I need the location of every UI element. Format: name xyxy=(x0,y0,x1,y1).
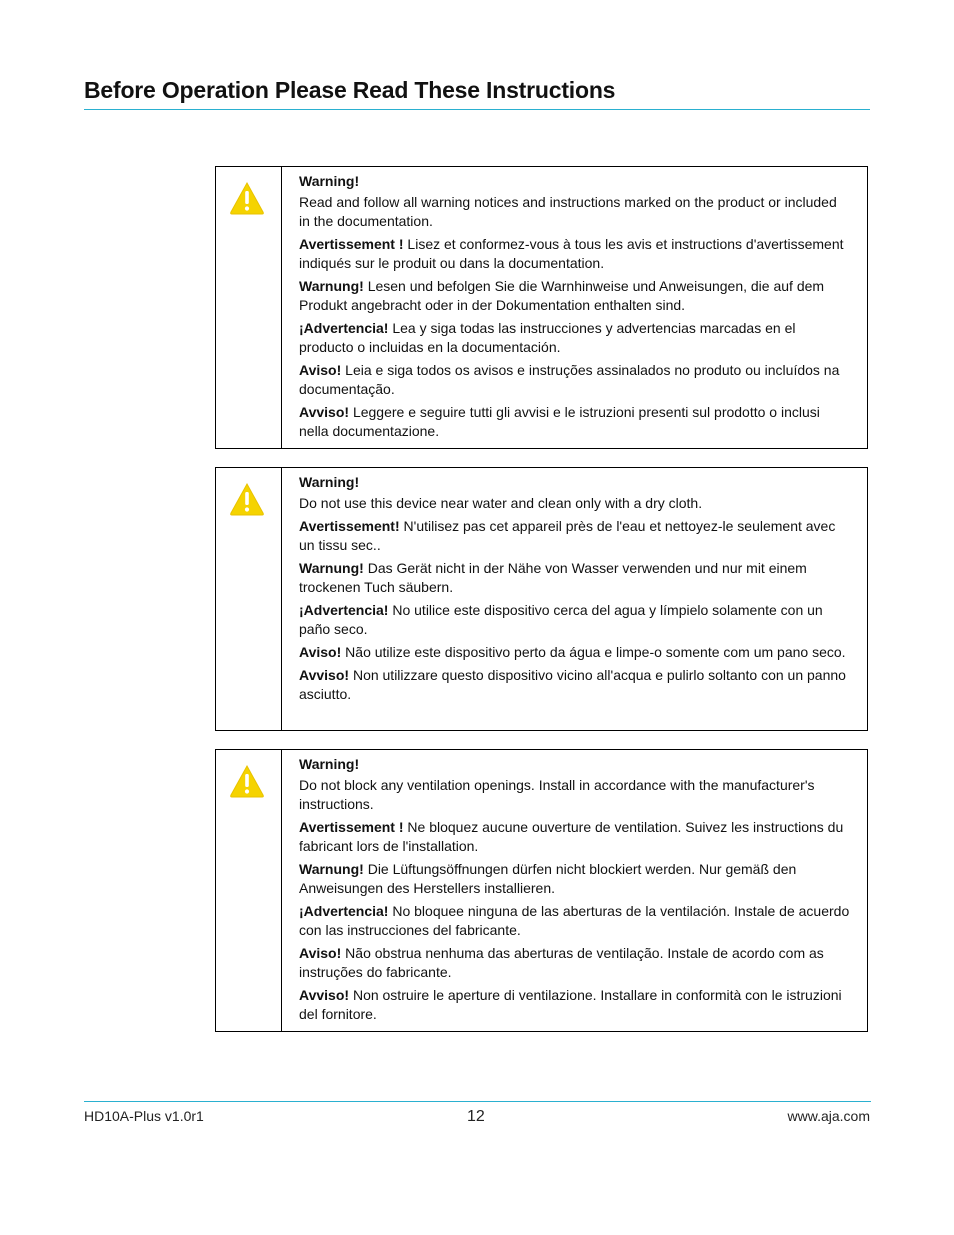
warning-fr xyxy=(299,235,851,273)
warning-triangle-icon xyxy=(229,181,265,215)
warning-en: Do not use this device near water and clean only with a dry cloth. xyxy=(299,495,703,511)
warning-de-text: Lesen und befolgen Sie die Warnhinweise und Anweisungen, die auf dem Produkt angebracht oder in der Dokumentation enthalten sind. xyxy=(299,278,825,313)
warning-es-text: Lea y siga todas las instrucciones y advertencias marcadas en el producto o incluidas en la documentación. xyxy=(299,320,796,355)
warning-fr xyxy=(299,517,851,555)
warning-heading: Warning! xyxy=(299,756,360,772)
warning-text xyxy=(282,468,867,730)
warning-box-ventilation xyxy=(215,749,868,1032)
warning-de xyxy=(299,860,851,898)
warning-de-text: Die Lüftungsöffnungen dürfen nicht blockiert werden. Nur gemäß den Anweisungen des Herstellers installieren. xyxy=(299,861,797,896)
warning-pt-label: Aviso! xyxy=(299,362,342,378)
warning-it-text: Leggere e seguire tutti gli avvisi e le istruzioni presenti sul prodotto o inclusi nella documentazione. xyxy=(299,404,820,439)
icon-cell xyxy=(216,750,282,1031)
title-divider xyxy=(84,109,870,110)
warning-fr xyxy=(299,818,851,856)
warning-text xyxy=(282,750,867,1031)
warning-triangle-icon xyxy=(229,482,265,516)
warning-fr-text: N'utilisez pas cet appareil près de l'eau et nettoyez-le seulement avec un tissu sec.. xyxy=(299,518,836,553)
warning-de xyxy=(299,559,851,597)
warning-triangle-icon xyxy=(229,764,265,798)
warning-it-text: Non ostruire le aperture di ventilazione. Installare in conformità con le istruzioni del fornitore. xyxy=(299,987,842,1022)
warning-de-text: Das Gerät nicht in der Nähe von Wasser verwenden und nur mit einem trockenen Tuch säubern. xyxy=(299,560,807,595)
footer-page-number: 12 xyxy=(467,1108,485,1125)
footer-website: www.aja.com xyxy=(787,1108,870,1124)
icon-cell xyxy=(216,468,282,730)
warning-fr-text: Lisez et conformez-vous à tous les avis et instructions d'avertissement indiqués sur le produit ou dans la documentation. xyxy=(299,236,844,271)
warning-pt-text: Não utilize este dispositivo perto da água e limpe-o somente com um pano seco. xyxy=(341,644,846,660)
page-title: Before Operation Please Read These Instructions xyxy=(84,77,616,103)
icon-cell xyxy=(216,167,282,448)
warning-es-text: No bloquee ninguna de las aberturas de la ventilación. Instale de acuerdo con las instrucciones del fabricante. xyxy=(299,903,850,938)
warning-it xyxy=(299,986,851,1024)
warning-heading: Warning! xyxy=(299,474,360,490)
warning-pt-label: Aviso! xyxy=(299,644,342,660)
warning-pt xyxy=(299,944,851,982)
warning-en: Read and follow all warning notices and instructions marked on the product or included in the documentation. xyxy=(299,194,837,229)
warning-fr-label: Avertissement ! xyxy=(299,236,404,252)
warning-box-water xyxy=(215,467,868,731)
warning-it-label: Avviso! xyxy=(299,987,350,1003)
warning-it xyxy=(299,666,851,704)
warning-text xyxy=(282,167,867,448)
warning-it-text: Non utilizzare questo dispositivo vicino all'acqua e pulirlo soltanto con un panno asciutto. xyxy=(299,667,846,702)
warning-pt xyxy=(299,643,851,662)
warning-pt xyxy=(299,361,851,399)
warning-es-label: ¡Advertencia! xyxy=(299,602,389,618)
warning-es-text: No utilice este dispositivo cerca del agua y límpielo solamente con un paño seco. xyxy=(299,602,823,637)
warning-fr-text: Ne bloquez aucune ouverture de ventilation. Suivez les instructions du fabricant lors de l'installation. xyxy=(299,819,844,854)
warning-en: Do not block any ventilation openings. Install in accordance with the manufacturer's instructions. xyxy=(299,777,815,812)
warning-es xyxy=(299,601,851,639)
warning-fr-label: Avertissement ! xyxy=(299,819,404,835)
warning-it xyxy=(299,403,851,441)
footer-divider xyxy=(84,1101,871,1102)
warning-pt-text: Não obstrua nenhuma das aberturas de ventilação. Instale de acordo com as instruções do fabricante. xyxy=(299,945,824,980)
warning-es-label: ¡Advertencia! xyxy=(299,320,389,336)
warning-de xyxy=(299,277,851,315)
footer-doc-version: HD10A-Plus v1.0r1 xyxy=(84,1108,204,1124)
warning-pt-label: Aviso! xyxy=(299,945,342,961)
warning-pt-text: Leia e siga todos os avisos e instruções assinalados no produto ou incluídos na documentação. xyxy=(299,362,840,397)
warning-es-label: ¡Advertencia! xyxy=(299,903,389,919)
warning-de-label: Warnung! xyxy=(299,278,364,294)
warning-it-label: Avviso! xyxy=(299,404,350,420)
warning-de-label: Warnung! xyxy=(299,861,364,877)
warning-fr-label: Avertissement! xyxy=(299,518,400,534)
warning-es xyxy=(299,902,851,940)
warning-heading: Warning! xyxy=(299,173,360,189)
warning-it-label: Avviso! xyxy=(299,667,350,683)
warning-box-read-instructions xyxy=(215,166,868,449)
warning-de-label: Warnung! xyxy=(299,560,364,576)
warning-es xyxy=(299,319,851,357)
